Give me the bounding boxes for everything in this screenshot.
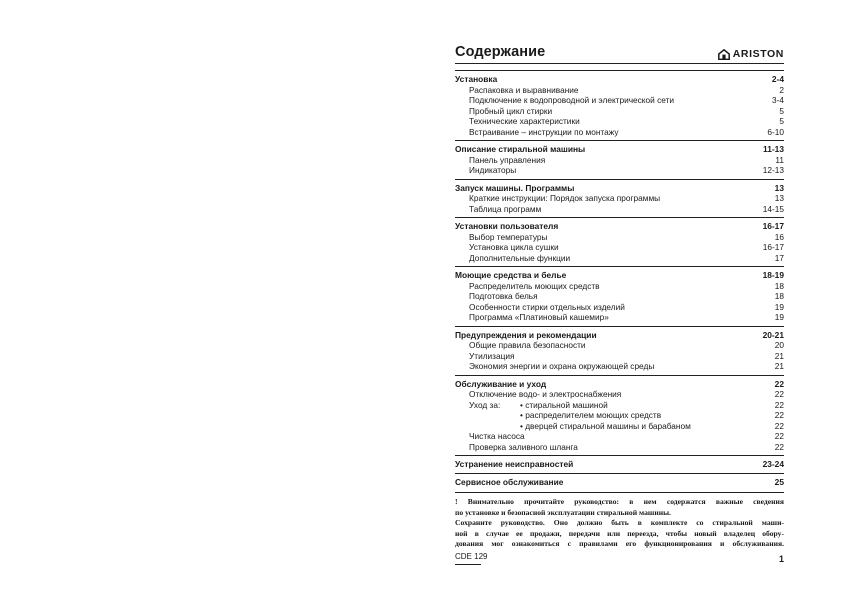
entry-pages: 22 <box>774 389 784 399</box>
entry-pages: 13 <box>774 193 784 203</box>
entry-pages: 3-4 <box>772 95 784 105</box>
toc-section-programs <box>455 179 784 215</box>
toc-page <box>455 44 784 564</box>
section-heading[interactable] <box>455 144 784 155</box>
entry-pages: 18 <box>774 291 784 301</box>
entry-text: Отключение водо- и электроснабжения <box>469 389 622 399</box>
section-title: Предупреждения и рекомендации <box>455 329 597 340</box>
care-label: Уход за: <box>469 399 501 410</box>
entry-text: Особенности стирки отдельных изделий <box>469 301 625 312</box>
entry-pages: 5 <box>779 105 784 116</box>
entry-pages: 6-10 <box>767 126 784 137</box>
entry-text: Экономия энергии и охрана окружающей среды <box>469 361 655 371</box>
section-title: Сервисное обслуживание <box>455 476 564 487</box>
footer-rule <box>455 564 481 565</box>
page-header <box>455 44 784 68</box>
entry-text: Краткие инструкции: Порядок запуска программы <box>469 193 661 203</box>
section-heading[interactable] <box>455 379 784 390</box>
entry-pages: 19 <box>774 312 784 322</box>
toc-entry[interactable] <box>455 95 784 106</box>
entry-text: Индикаторы <box>469 165 517 175</box>
entry-text: Встраивание – инструкции по монтажу <box>469 126 619 137</box>
warning-line: ! Внимательно прочитайте руководство: в нем содержатся важные сведения <box>455 497 784 506</box>
toc-section-detergents <box>455 266 784 323</box>
entry-text: Утилизация <box>469 350 515 361</box>
toc-entry[interactable] <box>455 351 784 362</box>
toc-section-user-settings <box>455 217 784 263</box>
toc-section-care <box>455 375 784 453</box>
house-logo-icon <box>718 49 730 60</box>
section-title: Установки пользователя <box>455 221 559 231</box>
table-of-contents <box>455 70 784 490</box>
toc-entry[interactable] <box>455 281 784 292</box>
toc-entry[interactable] <box>455 127 784 138</box>
entry-text: Выбор температуры <box>469 231 548 242</box>
entry-text: Подготовка белья <box>469 291 538 301</box>
entry-pages: 18 <box>774 280 784 291</box>
warning-note <box>455 492 784 550</box>
entry-pages: 12-13 <box>762 165 784 175</box>
toc-entry[interactable] <box>455 116 784 127</box>
toc-entry[interactable] <box>455 165 784 176</box>
toc-entry[interactable] <box>455 421 784 432</box>
entry-pages: 22 <box>774 399 784 410</box>
section-pages: 18-19 <box>762 270 784 280</box>
section-title: Моющие средства и белье <box>455 270 567 280</box>
section-heading[interactable] <box>455 74 784 85</box>
section-pages: 2-4 <box>771 74 784 84</box>
warning-line: ной в случае ее продажи, передачи или переезда, чтобы новый владелец обору- <box>455 528 784 538</box>
toc-entry[interactable] <box>455 361 784 372</box>
toc-entry[interactable] <box>455 400 784 411</box>
entry-text: Распределитель моющих средств <box>469 280 600 291</box>
entry-text: Подключение к водопроводной и электрической сети <box>469 95 674 105</box>
section-pages: 23-24 <box>762 459 784 469</box>
section-title: Описание стиральной машины <box>455 144 586 154</box>
toc-entry[interactable] <box>455 442 784 453</box>
entry-text: • распределителем моющих средств <box>520 410 662 420</box>
section-heading[interactable] <box>455 221 784 232</box>
toc-entry[interactable] <box>455 302 784 313</box>
warning-line: дования мог ознакомиться с правилами его функционирования и обслуживания. <box>455 539 784 548</box>
section-heading[interactable] <box>455 330 784 341</box>
entry-pages: 17 <box>774 252 784 263</box>
entry-pages: 22 <box>774 431 784 441</box>
entry-text: Панель управления <box>469 154 546 165</box>
toc-entry[interactable] <box>455 242 784 253</box>
entry-text: Общие правила безопасности <box>469 340 586 350</box>
entry-pages: 22 <box>774 410 784 420</box>
section-heading[interactable] <box>455 270 784 281</box>
toc-entry[interactable] <box>455 253 784 264</box>
entry-text: Программа «Платиновый кашемир» <box>469 312 609 322</box>
toc-section-installation <box>455 70 784 137</box>
brand-logo <box>718 48 784 60</box>
toc-entry[interactable] <box>455 340 784 351</box>
section-title: Установка <box>455 74 498 84</box>
warning-line: по установке и безопасной эксплуатации стиральной машины. <box>455 507 671 517</box>
section-heading[interactable] <box>455 459 784 470</box>
entry-pages: 20 <box>774 340 784 350</box>
entry-pages: 2 <box>779 84 784 95</box>
entry-text: Проверка заливного шланга <box>469 441 578 452</box>
entry-text: Пробный цикл стирки <box>469 105 553 116</box>
toc-entry[interactable] <box>455 410 784 421</box>
section-title: Обслуживание и уход <box>455 378 547 389</box>
entry-pages: 21 <box>774 361 784 371</box>
page-footer <box>455 552 784 566</box>
section-pages: 25 <box>774 476 784 487</box>
section-title: Запуск машины. Программы <box>455 182 575 193</box>
brand-name: ARISTON <box>732 48 784 60</box>
warning-line: Сохраните руководство. Оно должно быть в комплекте со стиральной маши- <box>455 518 784 527</box>
toc-entry[interactable] <box>455 155 784 166</box>
header-rule <box>455 63 784 64</box>
entry-text: Таблица программ <box>469 203 542 214</box>
section-title: Устранение неисправностей <box>455 459 574 469</box>
entry-pages: 19 <box>774 301 784 312</box>
entry-text: • стиральной машиной <box>520 399 608 410</box>
toc-entry[interactable] <box>455 193 784 204</box>
toc-entry[interactable] <box>455 389 784 400</box>
entry-pages: 5 <box>779 116 784 126</box>
toc-entry[interactable] <box>455 431 784 442</box>
entry-text: Технические характеристики <box>469 116 580 126</box>
toc-section-troubleshooting <box>455 455 784 470</box>
entry-text: • дверцей стиральной машины и барабаном <box>520 420 691 431</box>
toc-section-warnings <box>455 326 784 372</box>
document-code: CDE 129 <box>455 552 488 561</box>
toc-entry[interactable] <box>455 204 784 215</box>
toc-entry[interactable] <box>455 291 784 302</box>
entry-pages: 11 <box>775 154 784 165</box>
toc-entry[interactable] <box>455 85 784 96</box>
toc-entry[interactable] <box>455 232 784 243</box>
section-pages: 20-21 <box>762 329 784 340</box>
entry-pages: 22 <box>774 420 784 431</box>
page-number: 1 <box>778 554 784 564</box>
section-pages: 13 <box>774 182 784 193</box>
section-pages: 16-17 <box>762 221 784 231</box>
entry-text: Установка цикла сушки <box>469 242 559 252</box>
toc-section-service <box>455 473 784 488</box>
entry-pages: 16 <box>774 231 784 242</box>
section-heading[interactable] <box>455 477 784 488</box>
toc-entry[interactable] <box>455 106 784 117</box>
entry-pages: 16-17 <box>762 242 784 252</box>
toc-section-description <box>455 140 784 176</box>
entry-text: Распаковка и выравнивание <box>469 84 579 95</box>
entry-pages: 21 <box>774 350 784 361</box>
entry-pages: 14-15 <box>762 203 784 214</box>
entry-text: Чистка насоса <box>469 431 525 441</box>
section-heading[interactable] <box>455 183 784 194</box>
entry-text: Дополнительные функции <box>469 252 571 263</box>
entry-pages: 22 <box>774 441 784 452</box>
section-pages: 22 <box>774 378 784 389</box>
section-pages: 11-13 <box>763 144 784 154</box>
page-title: Содержание <box>455 44 546 60</box>
toc-entry[interactable] <box>455 312 784 323</box>
